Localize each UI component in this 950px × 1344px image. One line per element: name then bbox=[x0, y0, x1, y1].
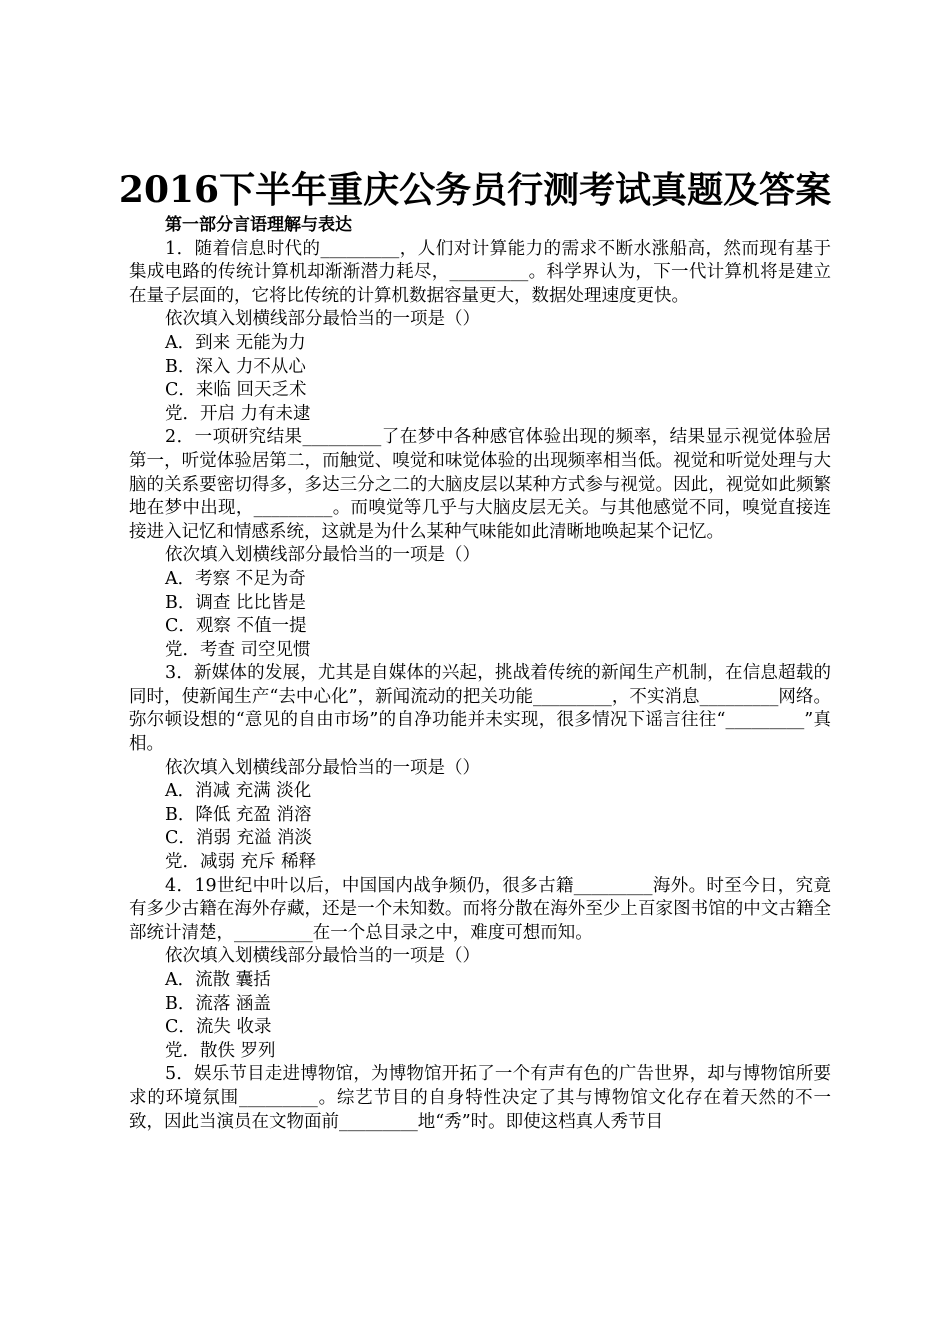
option-b: B．调查 比比皆是 bbox=[165, 592, 306, 613]
option-a: A．流散 囊括 bbox=[165, 970, 271, 990]
question-prompt: 依次填入划横线部分最恰当的一项是（） bbox=[165, 309, 480, 330]
option-a: A．考察 不足为奇 bbox=[165, 568, 306, 589]
question-1 bbox=[129, 238, 831, 427]
option-b: B．流落 涵盖 bbox=[165, 993, 271, 1014]
question-3 bbox=[129, 662, 831, 874]
question-stem: 2．一项研究结果_________了在梦中各种感官体验出现的频率，结果显示视觉体验居第一，听觉体验居第二，而触觉、嗅觉和味觉体验的出现频率相当低。视觉和听觉处理与大脑的关系要密切得多，多达三分之二的大脑皮层以某种方式参与视觉。因此，视觉如此频繁地在梦中出现，_________。而嗅觉等几乎与大脑皮层无关。与其他感觉不同，嗅觉直接连接进入记忆和情感系统，这就是为什么某种气味能如此清晰地唤起某个记忆。 bbox=[129, 427, 831, 542]
option-c: C．观察 不值一提 bbox=[165, 616, 307, 637]
question-stem: 3．新媒体的发展，尤其是自媒体的兴起，挑战着传统的新闻生产机制，在信息超载的同时，使新闻生产“去中心化”，新闻流动的把关功能_________，不实消息_________网络。弥尔顿设想的“意见的自由市场”的自净功能并未实现，很多情况下谣言往往“_________”真相。 bbox=[129, 663, 831, 755]
section-heading: 第一部分言语理解与表达 bbox=[165, 215, 352, 235]
option-d: 党．开启 力有未逮 bbox=[165, 403, 311, 424]
option-d: 党．考查 司空见惯 bbox=[165, 639, 311, 660]
question-2 bbox=[129, 426, 831, 662]
option-a: A．到来 无能为力 bbox=[165, 332, 306, 353]
question-stem: 4．19世纪中叶以后，中国国内战争频仍，很多古籍_________海外。时至今日，究竟有多少古籍在海外存藏，还是一个未知数。而将分散在海外至少上百家图书馆的中文古籍全部统计清楚，_________在一个总目录之中，难度可想而知。 bbox=[129, 875, 831, 943]
question-5 bbox=[129, 1063, 831, 1134]
question-prompt: 依次填入划横线部分最恰当的一项是（） bbox=[165, 946, 480, 967]
option-b: B．深入 力不从心 bbox=[165, 356, 306, 377]
question-prompt: 依次填入划横线部分最恰当的一项是（） bbox=[165, 757, 480, 778]
option-c: C．消弱 充溢 消淡 bbox=[165, 828, 313, 849]
option-c: C．流失 收录 bbox=[165, 1017, 272, 1038]
document-body bbox=[129, 214, 831, 1134]
question-prompt: 依次填入划横线部分最恰当的一项是（） bbox=[165, 545, 480, 566]
document-title: 2016下半年重庆公务员行测考试真题及答案 bbox=[118, 169, 832, 211]
question-stem: 5．娱乐节目走进博物馆，为博物馆开拓了一个有声有色的广告世界，却与博物馆所要求的环境氛围_________。综艺节目的自身特性决定了其与博物馆文化存在着天然的不一致，因此当演员在文物面前_________地“秀”时。即使这档真人秀节目 bbox=[129, 1064, 831, 1132]
question-4 bbox=[129, 875, 831, 1064]
option-b: B．降低 充盈 消溶 bbox=[165, 804, 312, 825]
option-c: C．来临 回天乏术 bbox=[165, 380, 307, 401]
question-stem: 1．随着信息时代的_________，人们对计算能力的需求不断水涨船高，然而现有基于集成电路的传统计算机却渐渐潜力耗尽，_________。科学界认为，下一代计算机将是建立在量子层面的，它将比传统的计算机数据容量更大，数据处理速度更快。 bbox=[129, 238, 831, 306]
option-d: 党．散佚 罗列 bbox=[165, 1040, 276, 1061]
option-a: A．消减 充满 淡化 bbox=[165, 781, 312, 802]
option-d: 党．减弱 充斥 稀释 bbox=[165, 852, 317, 873]
